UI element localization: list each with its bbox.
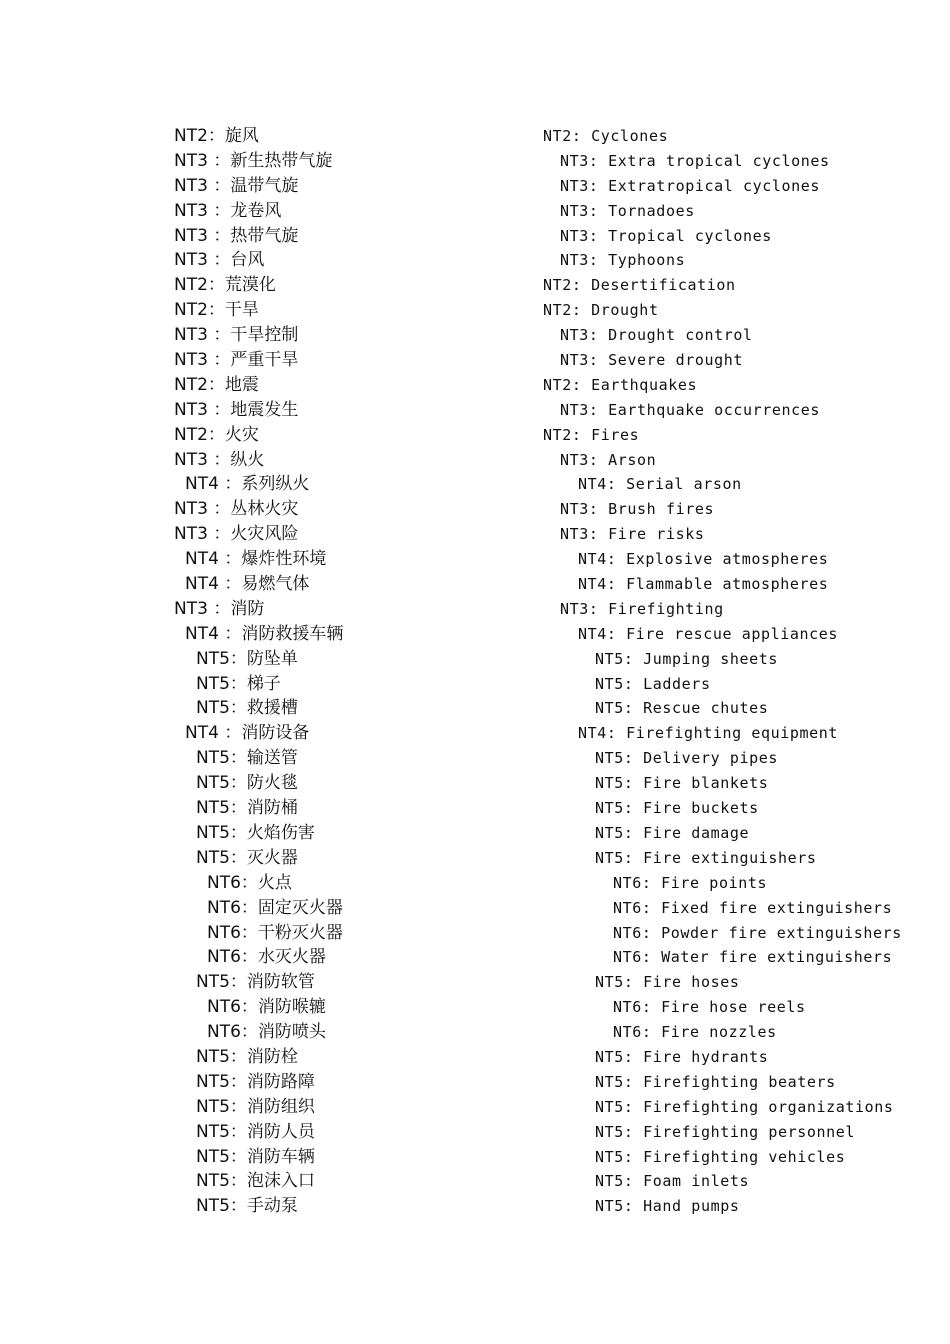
- english-term-nt5: NT5: Firefighting vehicles: [595, 1147, 846, 1166]
- english-term-nt5: NT5: Firefighting organizations: [595, 1097, 894, 1116]
- chinese-term-nt2: NT2：火灾: [174, 424, 259, 445]
- english-term-nt3: NT3: Typhoons: [560, 251, 686, 270]
- chinese-term-nt6: NT6：水灭火器: [207, 947, 326, 968]
- chinese-term-nt3: NT3 ：热带气旋: [174, 225, 299, 246]
- english-term-nt5: NT5: Jumping sheets: [595, 649, 778, 668]
- chinese-term-nt3: NT3 ：严重干旱: [174, 350, 299, 371]
- english-term-nt6: NT6: Fire hose reels: [613, 998, 806, 1017]
- chinese-term-nt2: NT2：旋风: [174, 126, 259, 146]
- chinese-term-nt6: NT6：干粉灭火器: [207, 922, 343, 943]
- chinese-term-nt3: NT3 ：纵火: [174, 449, 265, 470]
- english-term-nt3: NT3: Extratropical cyclones: [560, 176, 821, 195]
- chinese-term-nt5: NT5：消防组织: [196, 1096, 315, 1117]
- chinese-term-nt5: NT5：消防栓: [196, 1046, 298, 1067]
- english-term-nt6: NT6: Fixed fire extinguishers: [613, 898, 893, 917]
- chinese-term-nt5: NT5：防火毯: [196, 773, 298, 794]
- chinese-term-nt2: NT2：地震: [174, 374, 259, 395]
- chinese-term-nt5: NT5：火焰伤害: [196, 822, 315, 843]
- english-term-nt5: NT5: Ladders: [595, 674, 711, 693]
- chinese-term-nt3: NT3 ：台风: [174, 250, 265, 271]
- english-term-nt3: NT3: Arson: [560, 450, 657, 469]
- english-term-nt5: NT5: Delivery pipes: [595, 749, 778, 768]
- chinese-term-nt3: NT3 ：温带气旋: [174, 175, 299, 196]
- english-term-nt6: NT6: Water fire extinguishers: [613, 948, 893, 967]
- chinese-term-nt5: NT5：泡沫入口: [196, 1171, 315, 1192]
- chinese-term-nt4: NT4 ：易燃气体: [185, 574, 310, 595]
- english-term-nt6: NT6: Fire points: [613, 873, 768, 892]
- english-term-nt3: NT3: Earthquake occurrences: [560, 400, 821, 419]
- english-term-nt5: NT5: Fire blankets: [595, 774, 769, 793]
- english-term-nt3: NT3: Brush fires: [560, 500, 715, 519]
- chinese-term-nt6: NT6：消防喉辘: [207, 997, 326, 1018]
- english-term-nt2: NT2: Cyclones: [543, 127, 669, 145]
- chinese-term-nt2: NT2：干旱: [174, 300, 259, 321]
- english-term-nt5: NT5: Firefighting beaters: [595, 1072, 836, 1091]
- chinese-term-nt2: NT2：荒漠化: [174, 275, 276, 296]
- english-term-nt6: NT6: Powder fire extinguishers: [613, 923, 902, 942]
- english-term-nt2: NT2: Desertification: [543, 276, 736, 295]
- english-term-nt5: NT5: Foam inlets: [595, 1172, 750, 1191]
- chinese-term-nt5: NT5：输送管: [196, 748, 298, 769]
- english-term-nt3: NT3: Fire risks: [560, 525, 705, 544]
- chinese-term-nt5: NT5：救援槽: [196, 698, 298, 719]
- english-term-nt5: NT5: Fire hoses: [595, 973, 740, 992]
- chinese-term-nt3: NT3 ：地震发生: [174, 399, 299, 420]
- chinese-term-nt3: NT3 ：消防: [174, 598, 265, 619]
- english-term-nt4: NT4: Fire rescue appliances: [578, 624, 839, 643]
- chinese-term-nt4: NT4 ：系列纵火: [185, 474, 310, 495]
- chinese-term-nt4: NT4 ：消防救援车辆: [185, 623, 344, 644]
- chinese-term-nt5: NT5：灭火器: [196, 847, 298, 868]
- chinese-term-nt5: NT5：消防路障: [196, 1071, 315, 1092]
- english-term-nt2: NT2: Fires: [543, 425, 640, 444]
- english-term-nt4: NT4: Firefighting equipment: [578, 724, 839, 743]
- chinese-term-nt4: NT4 ：爆炸性环境: [185, 549, 327, 570]
- english-term-nt4: NT4: Serial arson: [578, 475, 742, 494]
- chinese-term-nt3: NT3 ：火灾风险: [174, 524, 299, 545]
- english-term-nt4: NT4: Flammable atmospheres: [578, 575, 829, 594]
- chinese-term-nt5: NT5：消防人员: [196, 1121, 315, 1142]
- chinese-term-nt3: NT3 ：干旱控制: [174, 325, 299, 346]
- chinese-term-nt6: NT6：消防喷头: [207, 1022, 326, 1043]
- english-term-nt2: NT2: Earthquakes: [543, 375, 698, 394]
- english-term-nt5: NT5: Fire extinguishers: [595, 848, 817, 867]
- chinese-term-column: [174, 124, 514, 1219]
- chinese-term-nt3: NT3 ：龙卷风: [174, 200, 282, 221]
- english-term-nt5: NT5: Fire buckets: [595, 799, 759, 818]
- english-term-nt3: NT3: Tornadoes: [560, 201, 695, 220]
- chinese-term-nt4: NT4 ：消防设备: [185, 723, 310, 744]
- english-term-nt4: NT4: Explosive atmospheres: [578, 550, 829, 569]
- english-term-nt5: NT5: Fire damage: [595, 823, 750, 842]
- chinese-term-nt5: NT5：防坠单: [196, 648, 298, 669]
- chinese-term-nt5: NT5：消防车辆: [196, 1146, 315, 1167]
- chinese-term-nt3: NT3 ：新生热带气旋: [174, 150, 333, 171]
- chinese-term-nt6: NT6：固定灭火器: [207, 897, 343, 918]
- english-term-nt5: NT5: Rescue chutes: [595, 699, 769, 718]
- english-term-nt6: NT6: Fire nozzles: [613, 1023, 777, 1042]
- english-term-nt3: NT3: Firefighting: [560, 599, 724, 618]
- english-term-nt5: NT5: Fire hydrants: [595, 1047, 769, 1066]
- chinese-term-nt6: NT6：火点: [207, 872, 292, 893]
- chinese-term-nt5: NT5：消防桶: [196, 798, 298, 819]
- english-term-nt3: NT3: Extra tropical cyclones: [560, 151, 830, 170]
- chinese-term-nt5: NT5：消防软管: [196, 972, 315, 993]
- english-term-nt3: NT3: Tropical cyclones: [560, 226, 772, 245]
- english-term-nt2: NT2: Drought: [543, 301, 659, 320]
- english-term-nt5: NT5: Firefighting personnel: [595, 1122, 856, 1141]
- english-term-column: [543, 124, 943, 1219]
- english-term-nt5: NT5: Hand pumps: [595, 1197, 740, 1216]
- chinese-term-nt3: NT3 ：丛林火灾: [174, 499, 299, 520]
- english-term-nt3: NT3: Severe drought: [560, 351, 743, 370]
- chinese-term-nt5: NT5：手动泵: [196, 1196, 298, 1217]
- chinese-term-nt5: NT5：梯子: [196, 673, 281, 694]
- english-term-nt3: NT3: Drought control: [560, 326, 753, 345]
